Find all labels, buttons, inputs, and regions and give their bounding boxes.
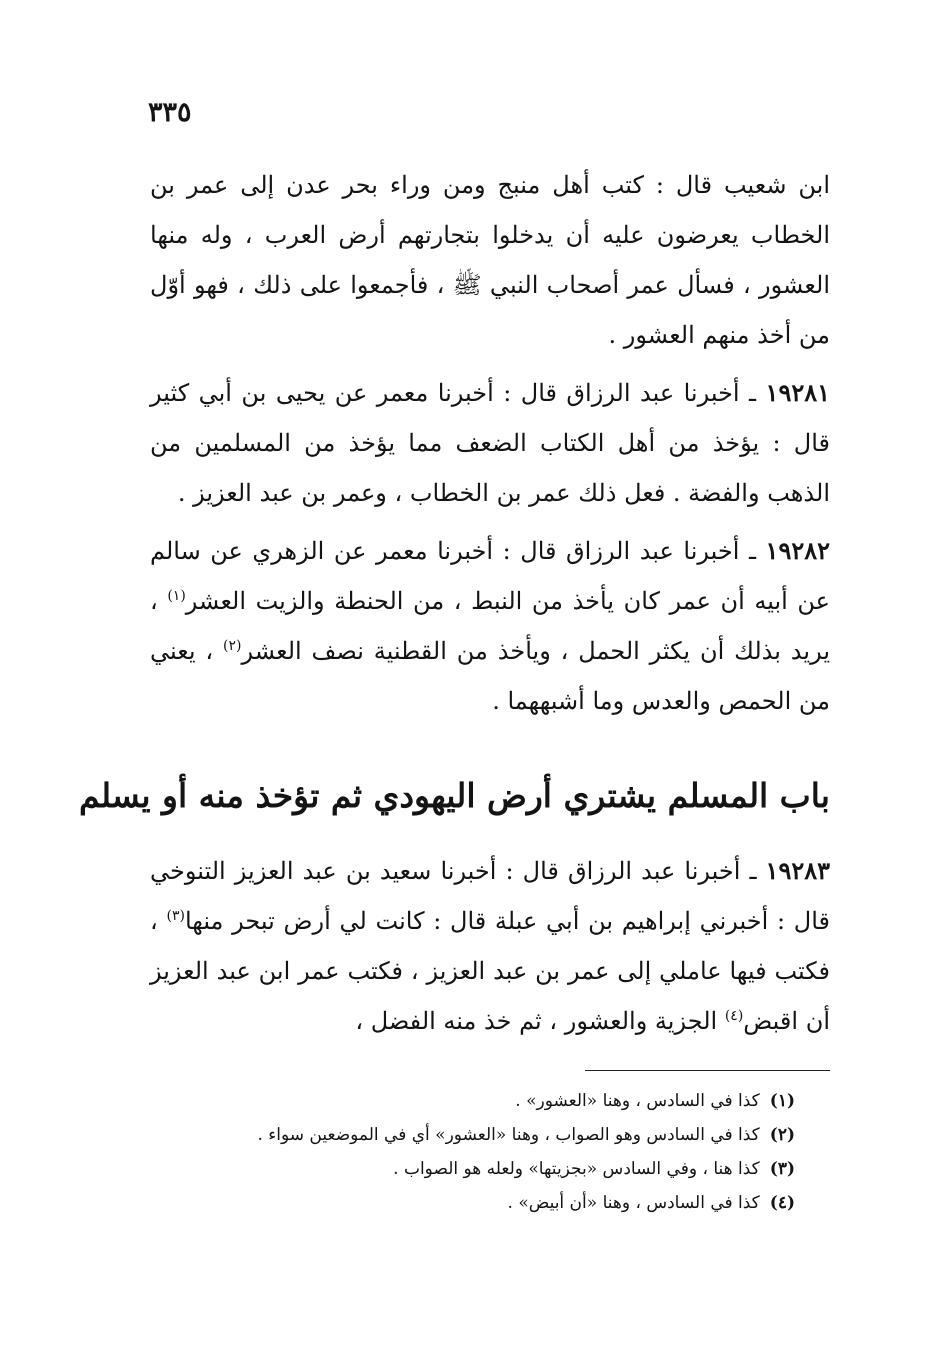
hadith-number: ١٩٢٨٣ (765, 856, 830, 885)
footnote-4 (150, 1186, 795, 1220)
footnote-1 (150, 1084, 795, 1118)
paragraph-intro (150, 160, 830, 360)
footnote-reference-4[interactable]: (٤) (724, 1008, 744, 1024)
footnote-number: (١) (769, 1091, 795, 1111)
page-number: ٣٣٥ (148, 97, 192, 128)
main-text (79, 160, 830, 1046)
footnote-number: (٢) (769, 1125, 795, 1145)
footnote-text: كذا في السادس ، وهنا «العشور» . (515, 1091, 760, 1111)
hadith-text-part-3: ، يعني من الحمص والعدس وما أشبههما . (150, 637, 830, 715)
hadith-text-part-1: ـ أخبرنا عبد الرزاق قال : أخبرنا سعيد بن عبد العزيز التنوخي قال : أخبرني إبراهيم بن أبي عبلة قال : كانت لي أرض تبحر منها (150, 857, 830, 935)
hadith-text-part-2: ، يريد بذلك أن يكثر الحمل ، ويأخذ من القطنية نصف العشر (150, 587, 830, 665)
footnote-text: كذا في السادس وهو الصواب ، وهنا «العشور» أي في الموضعين سواء . (257, 1125, 760, 1145)
footnote-number: (٣) (769, 1159, 795, 1179)
hadith-number: ١٩٢٨٢ (765, 536, 830, 565)
footnote-number: (٤) (769, 1193, 795, 1213)
hadith-number: ١٩٢٨١ (765, 378, 830, 407)
footnote-divider (585, 1070, 830, 1071)
footnote-reference-2[interactable]: (٢) (223, 638, 242, 654)
footnote-reference-1[interactable]: (١) (167, 588, 186, 604)
hadith-text-part-1: ـ أخبرنا عبد الرزاق قال : أخبرنا معمر عن الزهري عن سالم عن أبيه أن عمر كان يأخذ من النبط ، من الحنطة والزيت العشر (150, 537, 830, 615)
hadith-19283 (150, 846, 830, 1046)
footnote-2 (150, 1118, 795, 1152)
hadith-text-part-3: الجزية والعشور ، ثم خذ منه الفضل ، (355, 1007, 725, 1035)
footnote-reference-3[interactable]: (٣) (166, 908, 185, 924)
chapter-heading: باب المسلم يشتري أرض اليهودي ثم تؤخذ منه أو يسلم (79, 776, 830, 815)
hadith-19281 (150, 368, 830, 518)
hadith-text-part-2: ، فكتب فيها عاملي إلى عمر بن عبد العزيز ، فكتب عمر ابن عبد العزيز أن اقبض (150, 907, 830, 1035)
paragraph-text: ابن شعيب قال : كتب أهل منبج ومن وراء بحر عدن إلى عمر بن الخطاب يعرضون عليه أن يدخلوا بتجارتهم أرض العرب ، وله منها العشور ، فسأل عمر أصحاب النبي ﷺ ، فأجمعوا على ذلك ، فهو أوّل من أخذ منهم العشور . (150, 171, 830, 349)
hadith-text: ـ أخبرنا عبد الرزاق قال : أخبرنا معمر عن يحيى بن أبي كثير قال : يؤخذ من أهل الكتاب الضعف مما يؤخذ من المسلمين من الذهب والفضة . فعل ذلك عمر بن الخطاب ، وعمر بن عبد العزيز . (150, 379, 830, 507)
hadith-19282 (150, 526, 830, 726)
footnote-text: كذا هنا ، وفي السادس «بجزيتها» ولعله هو الصواب . (393, 1159, 760, 1179)
footnote-3 (150, 1152, 795, 1186)
footnotes (150, 1084, 795, 1220)
footnote-text: كذا في السادس ، وهنا «أن أبيض» . (507, 1193, 760, 1213)
